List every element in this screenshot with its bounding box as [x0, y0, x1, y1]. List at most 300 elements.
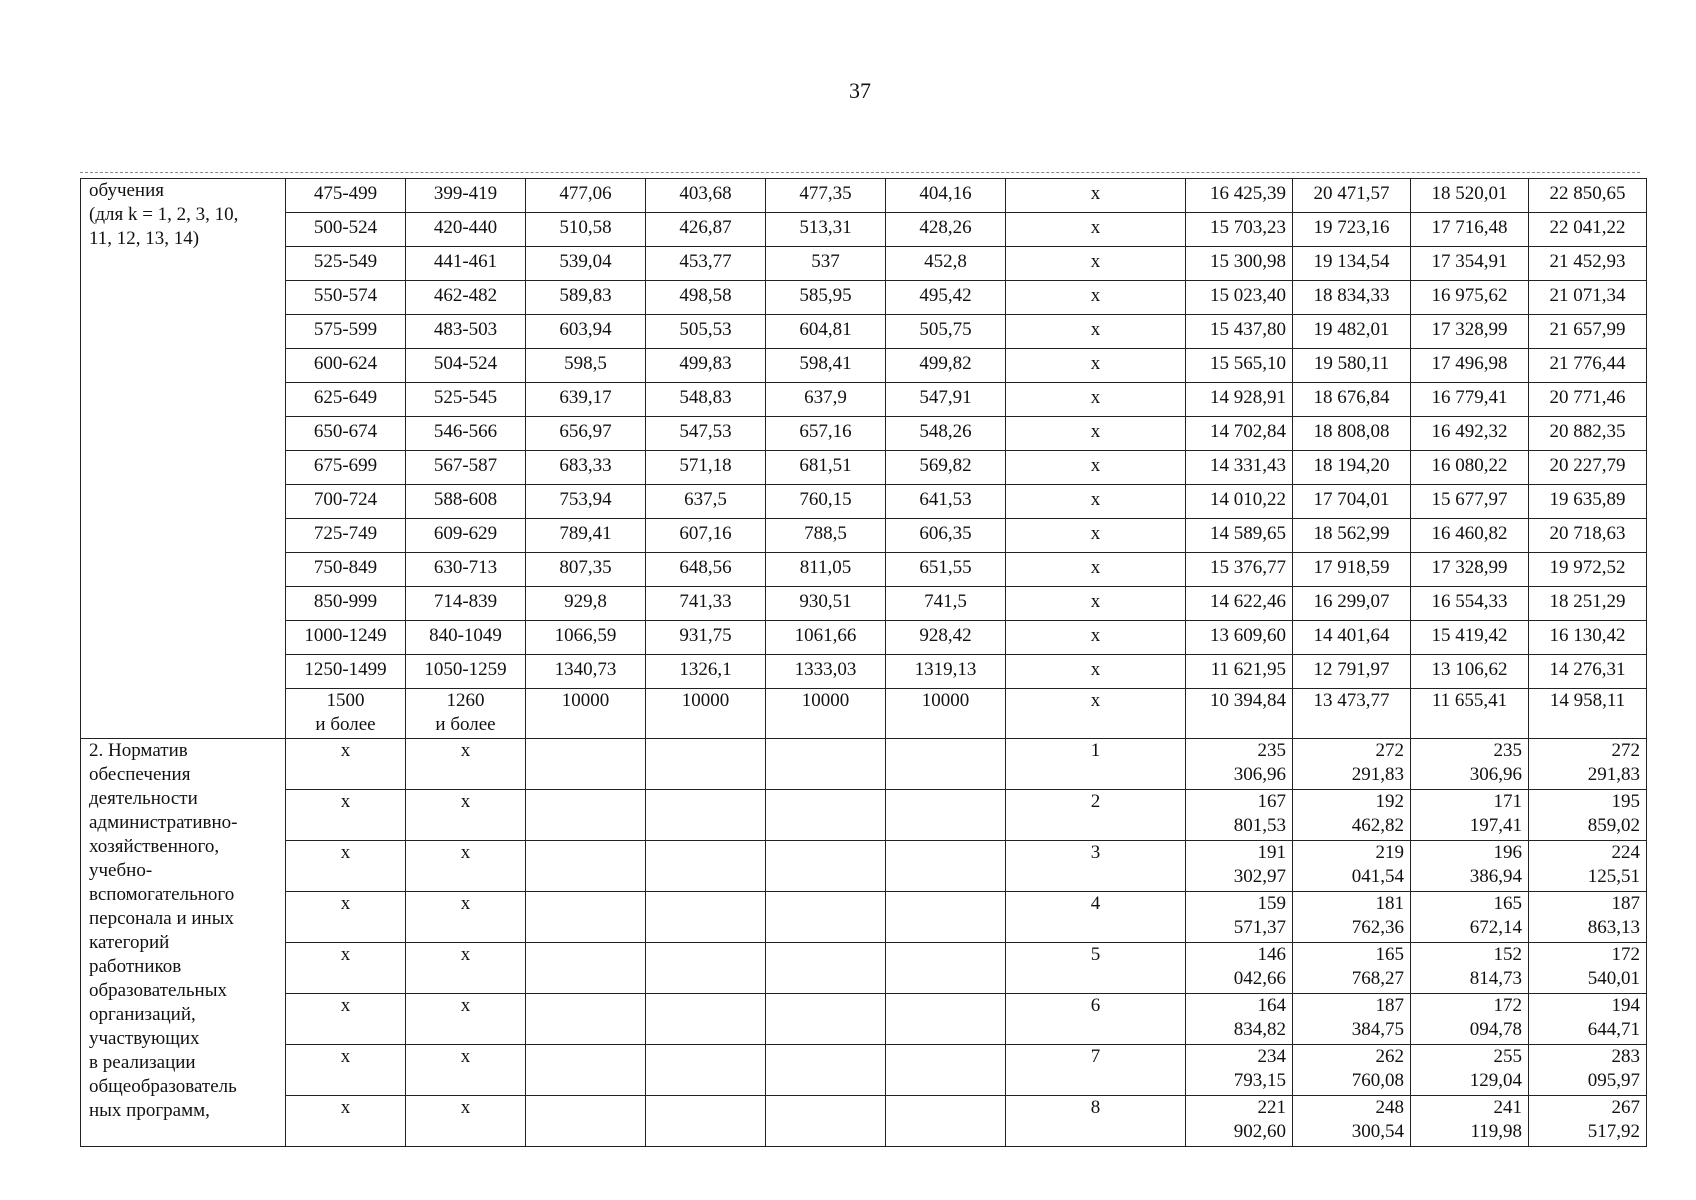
- table-cell: х: [1006, 587, 1186, 621]
- table-cell: 789,41: [526, 519, 646, 553]
- table-cell: [1186, 841, 1293, 892]
- cell-line: 172: [1493, 995, 1522, 1016]
- table-cell: 1050-1259: [406, 655, 526, 689]
- cell-line: 760,08: [1351, 1070, 1404, 1091]
- table-cell: 21 452,93: [1529, 247, 1647, 281]
- cell-line: 165: [1493, 893, 1522, 914]
- table-cell: 428,26: [886, 213, 1006, 247]
- table-cell: 850-999: [286, 587, 406, 621]
- table-cell: [1529, 994, 1647, 1045]
- table-cell: 14 958,11: [1529, 689, 1647, 739]
- table-cell: [406, 689, 526, 739]
- table-cell: [1529, 790, 1647, 841]
- table-cell: 750-849: [286, 553, 406, 587]
- table-cell: х: [1006, 451, 1186, 485]
- table-cell: 589,83: [526, 281, 646, 315]
- cell-line: 234: [1257, 1046, 1286, 1067]
- table-cell: 19 972,52: [1529, 553, 1647, 587]
- table-cell: 788,5: [766, 519, 886, 553]
- cell-line: 272: [1375, 740, 1404, 761]
- table-cell: 548,83: [646, 383, 766, 417]
- cell-line: 801,53: [1233, 815, 1286, 836]
- table-row: [81, 213, 1647, 247]
- cell-line: 644,71: [1587, 1019, 1640, 1040]
- label-line: административно-: [89, 812, 238, 833]
- table-cell: 404,16: [886, 179, 1006, 213]
- table-cell: 20 771,46: [1529, 383, 1647, 417]
- table-cell: 18 834,33: [1293, 281, 1411, 315]
- table-row: [81, 739, 1647, 790]
- table-cell: 525-549: [286, 247, 406, 281]
- cell-line: 462,82: [1351, 815, 1404, 836]
- table-cell: 426,87: [646, 213, 766, 247]
- table-cell: 648,56: [646, 553, 766, 587]
- table-cell: 21 776,44: [1529, 349, 1647, 383]
- cell-line: 167: [1257, 791, 1286, 812]
- table-cell: 1326,1: [646, 655, 766, 689]
- table-cell-empty: [886, 1045, 1006, 1096]
- table-cell: 12 791,97: [1293, 655, 1411, 689]
- table-row: [81, 247, 1647, 281]
- cell-line: 793,15: [1233, 1070, 1286, 1091]
- table-cell: 462-482: [406, 281, 526, 315]
- cell-line: 283: [1611, 1046, 1640, 1067]
- cell-line: 262: [1375, 1046, 1404, 1067]
- table-cell: 15 677,97: [1411, 485, 1529, 519]
- table-cell: 10 394,84: [1186, 689, 1293, 739]
- table-cell: 760,15: [766, 485, 886, 519]
- cell-line: 187: [1375, 995, 1404, 1016]
- table-cell: 14 401,64: [1293, 621, 1411, 655]
- label-line: ных программ,: [89, 1100, 210, 1121]
- table-cell: 18 520,01: [1411, 179, 1529, 213]
- table-cell: х: [286, 739, 406, 790]
- cell-line: 195: [1611, 791, 1640, 812]
- cell-line: 235: [1257, 740, 1286, 761]
- table-cell: [1529, 892, 1647, 943]
- table-cell: 1250-1499: [286, 655, 406, 689]
- table-cell-empty: [886, 739, 1006, 790]
- table-cell: 609-629: [406, 519, 526, 553]
- table-cell: х: [286, 841, 406, 892]
- table-cell: 714-839: [406, 587, 526, 621]
- table-cell: х: [1006, 519, 1186, 553]
- table-cell: 20 882,35: [1529, 417, 1647, 451]
- page-number: 37: [849, 78, 871, 103]
- table-cell: х: [286, 790, 406, 841]
- table-cell: х: [406, 1096, 526, 1147]
- cell-line: 814,73: [1469, 968, 1522, 989]
- table-cell: 840-1049: [406, 621, 526, 655]
- table-cell: 498,58: [646, 281, 766, 315]
- table-cell: 453,77: [646, 247, 766, 281]
- table-cell: х: [1006, 553, 1186, 587]
- label-line: персонала и иных: [89, 908, 234, 929]
- table-cell: 499,83: [646, 349, 766, 383]
- table-cell: х: [406, 739, 526, 790]
- table-cell-empty: [886, 1096, 1006, 1147]
- table-cell: 477,35: [766, 179, 886, 213]
- table-cell-empty: [646, 892, 766, 943]
- table-cell: [1529, 1045, 1647, 1096]
- table-cell-empty: [886, 892, 1006, 943]
- table-cell: х: [286, 892, 406, 943]
- table-cell: х: [406, 994, 526, 1045]
- row-label-normative: [81, 739, 286, 1147]
- cell-line: 291,83: [1351, 764, 1404, 785]
- table-cell: 18 562,99: [1293, 519, 1411, 553]
- table-cell: 4: [1006, 892, 1186, 943]
- table-cell: 11 655,41: [1411, 689, 1529, 739]
- table-cell: 17 328,99: [1411, 315, 1529, 349]
- table-cell: 21 071,34: [1529, 281, 1647, 315]
- table-cell-empty: [526, 1045, 646, 1096]
- table-cell: 20 471,57: [1293, 179, 1411, 213]
- table-cell: 22 041,22: [1529, 213, 1647, 247]
- table-cell: 17 496,98: [1411, 349, 1529, 383]
- table-cell: 17 328,99: [1411, 553, 1529, 587]
- table-cell: 14 928,91: [1186, 383, 1293, 417]
- cell-line: 306,96: [1233, 764, 1286, 785]
- cell-line: 187: [1611, 893, 1640, 914]
- table-cell-empty: [646, 790, 766, 841]
- table-cell: 598,5: [526, 349, 646, 383]
- table-cell: 14 589,65: [1186, 519, 1293, 553]
- table-cell: 546-566: [406, 417, 526, 451]
- table-cell: 10000: [646, 689, 766, 739]
- table-cell: х: [1006, 655, 1186, 689]
- cell-line: 181: [1375, 893, 1404, 914]
- table-cell: 606,35: [886, 519, 1006, 553]
- table-cell: 18 808,08: [1293, 417, 1411, 451]
- table-cell: 19 580,11: [1293, 349, 1411, 383]
- table-cell: 639,17: [526, 383, 646, 417]
- table-cell: [1186, 790, 1293, 841]
- cell-line: 386,94: [1469, 866, 1522, 887]
- cell-line: 235: [1493, 740, 1522, 761]
- table-row: [81, 451, 1647, 485]
- table-cell: 16 779,41: [1411, 383, 1529, 417]
- table-cell: 14 010,22: [1186, 485, 1293, 519]
- table-cell-empty: [526, 943, 646, 994]
- table-cell: 13 609,60: [1186, 621, 1293, 655]
- table-cell: х: [1006, 213, 1186, 247]
- table-cell: 650-674: [286, 417, 406, 451]
- table-cell: [1411, 739, 1529, 790]
- cell-line: 1500: [326, 690, 365, 711]
- table-cell: 741,5: [886, 587, 1006, 621]
- table-cell: 10000: [526, 689, 646, 739]
- table-cell: 13 473,77: [1293, 689, 1411, 739]
- table-row: [81, 519, 1647, 553]
- table-cell: 19 482,01: [1293, 315, 1411, 349]
- table-cell: 14 331,43: [1186, 451, 1293, 485]
- cell-line: 241: [1493, 1097, 1522, 1118]
- table-cell: 452,8: [886, 247, 1006, 281]
- table-cell-empty: [526, 841, 646, 892]
- label-line: обучения: [89, 180, 165, 201]
- table-cell-empty: [526, 1096, 646, 1147]
- table-cell: [286, 689, 406, 739]
- table-cell: 603,94: [526, 315, 646, 349]
- table-cell: 604,81: [766, 315, 886, 349]
- table-cell: х: [286, 1045, 406, 1096]
- cell-line: 768,27: [1351, 968, 1404, 989]
- cell-line: 042,66: [1233, 968, 1286, 989]
- table-cell-empty: [766, 841, 886, 892]
- table-cell: 575-599: [286, 315, 406, 349]
- cell-line: 129,04: [1469, 1070, 1522, 1091]
- table-row: [81, 994, 1647, 1045]
- table-cell-empty: [886, 841, 1006, 892]
- table-row: [81, 1045, 1647, 1096]
- table-cell: 675-699: [286, 451, 406, 485]
- table-cell: 16 554,33: [1411, 587, 1529, 621]
- table-cell: 19 635,89: [1529, 485, 1647, 519]
- table-cell: [1411, 1096, 1529, 1147]
- table-cell-empty: [646, 1096, 766, 1147]
- table-row: [81, 587, 1647, 621]
- table-cell: 588-608: [406, 485, 526, 519]
- table-cell-empty: [886, 943, 1006, 994]
- cell-line: и более: [435, 714, 496, 735]
- table-row: [81, 943, 1647, 994]
- table-row: [81, 315, 1647, 349]
- cell-line: 540,01: [1587, 968, 1640, 989]
- cell-line: 219: [1375, 842, 1404, 863]
- table-cell: [1293, 1096, 1411, 1147]
- table-cell: 651,55: [886, 553, 1006, 587]
- table-cell: х: [286, 994, 406, 1045]
- table-cell: 15 300,98: [1186, 247, 1293, 281]
- table-cell: 2: [1006, 790, 1186, 841]
- table-cell: 16 975,62: [1411, 281, 1529, 315]
- table-cell: 567-587: [406, 451, 526, 485]
- table-cell: 569,82: [886, 451, 1006, 485]
- table-cell: 403,68: [646, 179, 766, 213]
- table-cell: 1333,03: [766, 655, 886, 689]
- table-cell: [1411, 994, 1529, 1045]
- table-cell: [1293, 994, 1411, 1045]
- table-cell: [1529, 1096, 1647, 1147]
- table-cell: 16 130,42: [1529, 621, 1647, 655]
- table-cell: [1186, 1096, 1293, 1147]
- label-line: общеобразователь: [89, 1076, 237, 1097]
- table-cell-empty: [886, 790, 1006, 841]
- table-cell: 505,75: [886, 315, 1006, 349]
- table-cell: 18 194,20: [1293, 451, 1411, 485]
- table-row: [81, 179, 1647, 213]
- table-cell-empty: [646, 841, 766, 892]
- table-cell: 483-503: [406, 315, 526, 349]
- table-cell: [1411, 841, 1529, 892]
- cell-line: 221: [1257, 1097, 1286, 1118]
- label-line: вспомогательного: [89, 884, 235, 905]
- table-cell-empty: [526, 739, 646, 790]
- table-cell: [1293, 892, 1411, 943]
- table-cell: х: [1006, 621, 1186, 655]
- table-cell: 725-749: [286, 519, 406, 553]
- table-cell: 504-524: [406, 349, 526, 383]
- table-cell-empty: [766, 1045, 886, 1096]
- table-cell: 598,41: [766, 349, 886, 383]
- table-cell: 10000: [766, 689, 886, 739]
- table-cell: 1066,59: [526, 621, 646, 655]
- table-cell: х: [1006, 281, 1186, 315]
- table-cell: 441-461: [406, 247, 526, 281]
- table-cell: х: [1006, 417, 1186, 451]
- table-cell: 15 565,10: [1186, 349, 1293, 383]
- table-cell: 17 704,01: [1293, 485, 1411, 519]
- table-cell: 811,05: [766, 553, 886, 587]
- table-cell: 657,16: [766, 417, 886, 451]
- table-cell: 500-524: [286, 213, 406, 247]
- table-row: [81, 790, 1647, 841]
- table-cell: [1411, 790, 1529, 841]
- table-cell: 539,04: [526, 247, 646, 281]
- table-cell: 19 723,16: [1293, 213, 1411, 247]
- table-cell: 20 718,63: [1529, 519, 1647, 553]
- table-cell: 14 276,31: [1529, 655, 1647, 689]
- cell-line: 191: [1257, 842, 1286, 863]
- table-cell: 807,35: [526, 553, 646, 587]
- table-cell: 15 703,23: [1186, 213, 1293, 247]
- table-cell: 15 376,77: [1186, 553, 1293, 587]
- table-cell: [1293, 1045, 1411, 1096]
- table-cell: 537: [766, 247, 886, 281]
- table-cell: 17 716,48: [1411, 213, 1529, 247]
- label-line: в реализации: [89, 1052, 196, 1073]
- table-cell: 607,16: [646, 519, 766, 553]
- table-cell: [1529, 739, 1647, 790]
- table-cell: 1000-1249: [286, 621, 406, 655]
- cell-line: 095,97: [1587, 1070, 1640, 1091]
- table-cell: 700-724: [286, 485, 406, 519]
- table-cell: 1340,73: [526, 655, 646, 689]
- table-cell: 20 227,79: [1529, 451, 1647, 485]
- table-cell: 17 918,59: [1293, 553, 1411, 587]
- cell-line: 125,51: [1587, 866, 1640, 887]
- table-row: [81, 281, 1647, 315]
- table-cell: 550-574: [286, 281, 406, 315]
- cell-line: 119,98: [1470, 1121, 1522, 1142]
- table-cell: 499,82: [886, 349, 1006, 383]
- table-cell: 547,53: [646, 417, 766, 451]
- table-cell: [1293, 943, 1411, 994]
- table-cell-empty: [766, 994, 886, 1045]
- label-line: участвующих: [89, 1028, 200, 1049]
- label-line: обеспечения: [89, 764, 191, 785]
- cell-line: 094,78: [1469, 1019, 1522, 1040]
- table-cell: 495,42: [886, 281, 1006, 315]
- cell-line: 164: [1257, 995, 1286, 1016]
- cell-line: 517,92: [1587, 1121, 1640, 1142]
- cell-line: 165: [1375, 944, 1404, 965]
- table-cell-empty: [766, 943, 886, 994]
- table-cell: 16 492,32: [1411, 417, 1529, 451]
- cell-line: 859,02: [1587, 815, 1640, 836]
- cell-line: 306,96: [1469, 764, 1522, 785]
- table-row: [81, 417, 1647, 451]
- cell-line: 672,14: [1469, 917, 1522, 938]
- cell-line: 762,36: [1351, 917, 1404, 938]
- table-cell: 15 023,40: [1186, 281, 1293, 315]
- label-line: образовательных: [89, 980, 227, 1001]
- table-cell: х: [286, 943, 406, 994]
- table-cell-empty: [526, 994, 646, 1045]
- table-cell: х: [406, 790, 526, 841]
- table-cell: 7: [1006, 1045, 1186, 1096]
- table-cell-empty: [646, 994, 766, 1045]
- table-row: [81, 383, 1647, 417]
- table-cell: х: [1006, 179, 1186, 213]
- table-cell: 16 425,39: [1186, 179, 1293, 213]
- row-label-education: [81, 179, 286, 739]
- table-cell: 13 106,62: [1411, 655, 1529, 689]
- cell-line: 291,83: [1587, 764, 1640, 785]
- label-line: (для k = 1, 2, 3, 10,: [89, 204, 239, 225]
- table-cell: 625-649: [286, 383, 406, 417]
- label-line: работников: [89, 956, 182, 977]
- label-line: деятельности: [89, 788, 198, 809]
- table-cell: 15 419,42: [1411, 621, 1529, 655]
- table-row: [81, 349, 1647, 383]
- table-cell: 510,58: [526, 213, 646, 247]
- table-cell: [1293, 739, 1411, 790]
- table-cell-empty: [766, 892, 886, 943]
- table-row: [81, 892, 1647, 943]
- table-cell: 1061,66: [766, 621, 886, 655]
- table-cell-empty: [526, 790, 646, 841]
- table-cell-empty: [766, 790, 886, 841]
- cell-line: 159: [1257, 893, 1286, 914]
- table-cell-empty: [646, 943, 766, 994]
- table-cell: 513,31: [766, 213, 886, 247]
- table-cell: х: [1006, 383, 1186, 417]
- table-cell: 18 676,84: [1293, 383, 1411, 417]
- table-cell: 930,51: [766, 587, 886, 621]
- table-cell-empty: [646, 739, 766, 790]
- cell-line: 272: [1611, 740, 1640, 761]
- cell-line: 571,37: [1233, 917, 1286, 938]
- table-cell-empty: [766, 739, 886, 790]
- table-cell: 637,5: [646, 485, 766, 519]
- cell-line: 192: [1375, 791, 1404, 812]
- table-cell: 475-499: [286, 179, 406, 213]
- cut-off-header-line: [80, 172, 1640, 173]
- table-cell: 931,75: [646, 621, 766, 655]
- cell-line: 902,60: [1233, 1121, 1286, 1142]
- table-cell: 630-713: [406, 553, 526, 587]
- table-cell: 18 251,29: [1529, 587, 1647, 621]
- table-cell: 16 080,22: [1411, 451, 1529, 485]
- table-cell: 11 621,95: [1186, 655, 1293, 689]
- table-cell: х: [406, 841, 526, 892]
- table-cell: [1186, 943, 1293, 994]
- table-cell: [1186, 892, 1293, 943]
- cell-line: 255: [1493, 1046, 1522, 1067]
- table-cell: 19 134,54: [1293, 247, 1411, 281]
- table-cell: 14 622,46: [1186, 587, 1293, 621]
- cell-line: 172: [1611, 944, 1640, 965]
- table-cell-empty: [886, 994, 1006, 1045]
- table-cell: 525-545: [406, 383, 526, 417]
- table-cell: [1186, 994, 1293, 1045]
- table-cell: 8: [1006, 1096, 1186, 1147]
- table-cell: 741,33: [646, 587, 766, 621]
- cell-line: 224: [1611, 842, 1640, 863]
- table-cell: 420-440: [406, 213, 526, 247]
